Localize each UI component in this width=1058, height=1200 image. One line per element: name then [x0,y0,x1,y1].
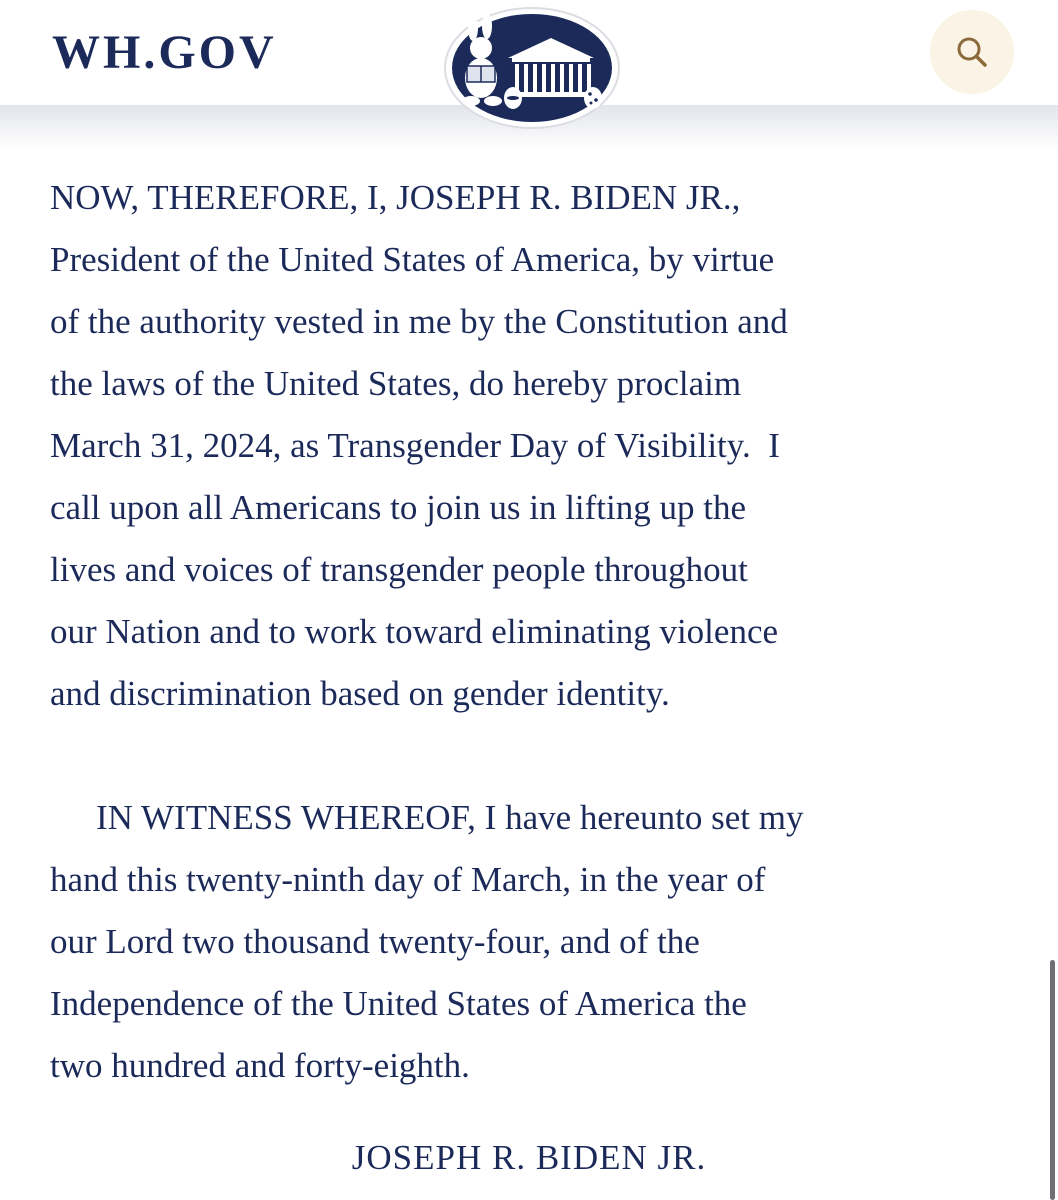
search-button[interactable] [930,10,1014,94]
scrollbar[interactable] [1050,960,1055,1200]
proclamation-paragraph [50,167,1025,725]
text-line: lives and voices of transgender people throughout [50,550,748,589]
text-line: two hundred and forty-eighth. [50,1046,470,1085]
text-line: and discrimination based on gender identity. [50,674,670,713]
text-line: our Nation and to work toward eliminating violence [50,612,779,651]
witness-paragraph [50,787,1025,1097]
text-line: President of the United States of America, by virtue [50,240,775,279]
text-line: of the authority vested in me by the Constitution and [50,302,788,341]
text-line: Independence of the United States of America the [50,984,747,1023]
proclamation-body [50,167,1025,1097]
signature: JOSEPH R. BIDEN JR. [351,1138,707,1177]
white-house-easter-seal-icon[interactable] [443,6,621,130]
text-line: the laws of the United States, do hereby proclaim [50,364,742,403]
text-line: call upon all Americans to join us in lifting up the [50,488,747,527]
site-wordmark[interactable]: WH.GOV [52,26,277,79]
text-line: NOW, THEREFORE, I, JOSEPH R. BIDEN JR., [50,178,741,217]
search-icon [952,32,992,72]
text-line: March 31, 2024, as Transgender Day of Visibility. I [50,426,780,465]
text-line: hand this twenty-ninth day of March, in the year of [50,860,766,899]
text-line: IN WITNESS WHEREOF, I have hereunto set my [96,798,804,837]
text-line: our Lord two thousand twenty-four, and of the [50,922,700,961]
